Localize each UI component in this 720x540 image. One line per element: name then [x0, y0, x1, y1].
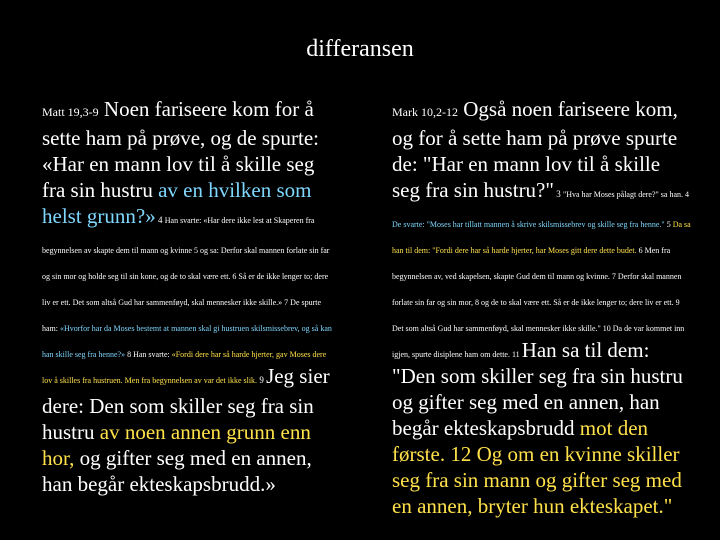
matthew-small-text: Han svarte: «Har dere ikke lest at Skaperen fra begynnelsen av skapte dem til mann og kvinne 5 og sa: Derfor skal mannen forlate sin far og sin mor og holde seg til sin kone, og de to skal være ett. 6 Så er de ikke lenger to; dere liv er ett. Det som altså Gud har sammenføyd, skal mennesker ikke skille.» 7 De spurte ham:: [42, 216, 330, 333]
mark-reference: Mark 10,2-12: [392, 105, 458, 119]
mark-first-wife-highlight: mot den første. 12 Og om en kvinne skiller seg fra sin mann og gifter seg med en annen, bryter hun ekteskapet.": [392, 416, 682, 518]
matthew-saying-text: Jeg sier dere: Den som skiller seg fra sin hustru: [42, 364, 330, 444]
matthew-question-highlight: av en hvilken som helst grunn?»: [42, 178, 312, 228]
matthew-conclusion: og gifter seg med en annen, han begår ekteskapsbrudd.»: [42, 446, 312, 496]
matthew-exception-highlight: av noen annen grunn enn hor,: [42, 420, 311, 470]
matthew-hard-hearts: «Fordi dere har så harde hjerter, gav Moses dere lov å skilles fra hustruen. Men fra begynnelsen av var det ikke slik.: [42, 350, 327, 385]
slide-title: differansen: [306, 36, 414, 62]
matthew-moses-question: «Hvorfor har da Moses bestemt at mannen skal gi hustruen skilsmissebrev, og så kan han skille seg fra henne?»: [42, 324, 332, 359]
matthew-small-text-2: 8 Han svarte:: [125, 350, 172, 359]
mark-moses-answer: De svarte: "Moses har tillatt mannen å skrive skilsmissebrev og skille seg fra henne.": [392, 220, 665, 229]
mark-small-text: "Hva har Moses pålagt dere?" sa han. 4: [562, 190, 689, 199]
mark-column: [392, 96, 692, 519]
mark-hard-hearts: Da sa han til dem: "Fordi dere har så harde hjerter, har Moses gitt dere dette budet.: [392, 220, 691, 255]
matthew-intro-text: Noen fariseere kom for å sette ham på prøve, og de spurte: «Har en mann lov til å skille seg fra sin hustru: [42, 97, 319, 202]
mark-intro-text: Også noen fariseere kom, og for å sette ham på prøve spurte de: "Har en mann lov til å skille seg fra sin hustru?": [392, 97, 678, 202]
matthew-column: [42, 96, 337, 497]
verse-number-9: 9: [257, 375, 267, 385]
mark-saying-text: Han sa til dem: "Den som skiller seg fra sin hustru og gifter seg med en annen, han begår ekteskapsbrudd: [392, 338, 683, 440]
matthew-reference: Matt 19,3-9: [42, 105, 99, 119]
mark-small-text-2: 5: [664, 220, 673, 229]
verse-number-3: 3: [553, 189, 563, 199]
verse-number-4: 4: [155, 215, 165, 225]
mark-small-text-3: 6 Men fra begynnelsen av, ved skapelsen, skapte Gud dem til mann og kvinne. 7 Derfor skal mannen forlate sin far og sin mor, 8 og de to skal være ett. Så er de ikke lenger to; dere liv er ett. 9 Det som altså Gud har sammenføyd, skal mennesker ikke skille." 10 Da de var kommet inn igjen, spurte disiplene ham om dette. 11: [392, 246, 685, 359]
